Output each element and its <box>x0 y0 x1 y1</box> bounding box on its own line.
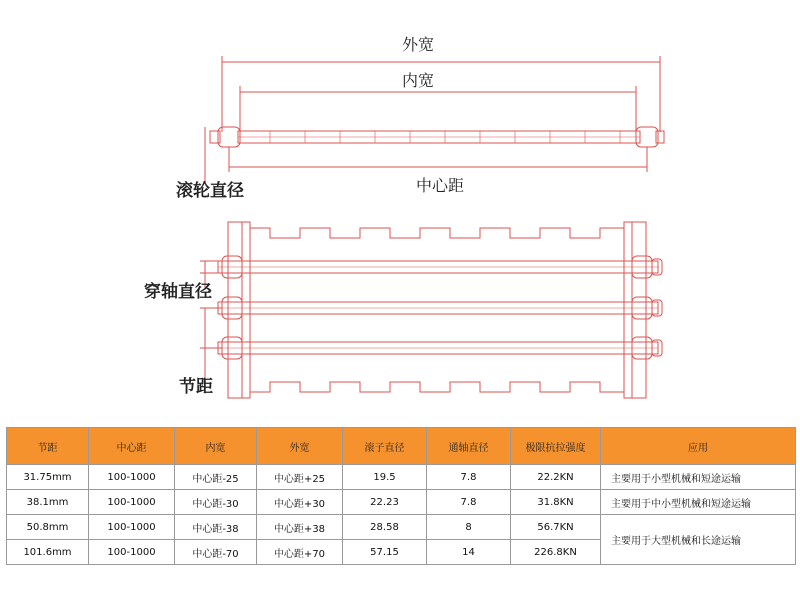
table-row <box>7 515 796 540</box>
cell-pitch: 101.6mm <box>7 540 89 565</box>
cell-pitch: 31.75mm <box>7 465 89 490</box>
outer-width-label: 外宽 <box>401 35 435 54</box>
center-distance-label: 中心距 <box>415 176 465 195</box>
pitch-label: 节距 <box>179 377 213 397</box>
inner-width-label: 内宽 <box>401 71 435 90</box>
table-row <box>7 490 796 515</box>
roller-diameter-label: 滚轮直径 <box>176 181 244 201</box>
spec-table <box>6 427 796 565</box>
cell-center-distance: 100-1000 <box>89 465 175 490</box>
cell-application: 主要用于小型机械和短途运输 <box>601 465 796 490</box>
cell-center-distance: 100-1000 <box>89 540 175 565</box>
header-shaft-diameter: 通轴直径 <box>427 428 511 465</box>
cell-inner-width: 中心距-70 <box>175 540 257 565</box>
cell-tensile-strength: 22.2KN <box>511 465 601 490</box>
left-roller <box>218 127 240 147</box>
cell-shaft-diameter: 7.8 <box>427 490 511 515</box>
table-header-row <box>7 428 796 465</box>
bottom-view <box>200 222 662 398</box>
top-plate-edge <box>250 228 624 238</box>
cell-inner-width: 中心距-25 <box>175 465 257 490</box>
cell-application: 主要用于大型机械和长途运输 <box>601 515 796 565</box>
shaft-3 <box>218 337 662 359</box>
cell-roller-diameter: 28.58 <box>343 515 427 540</box>
header-roller-diameter: 滚子直径 <box>343 428 427 465</box>
cell-outer-width: 中心距+30 <box>257 490 343 515</box>
shaft-1 <box>218 256 662 278</box>
cell-center-distance: 100-1000 <box>89 515 175 540</box>
cell-shaft-diameter: 8 <box>427 515 511 540</box>
table-row <box>7 465 796 490</box>
cell-pitch: 50.8mm <box>7 515 89 540</box>
cell-outer-width: 中心距+25 <box>257 465 343 490</box>
left-side-plate <box>228 222 242 398</box>
cell-tensile-strength: 226.8KN <box>511 540 601 565</box>
cell-center-distance: 100-1000 <box>89 490 175 515</box>
cell-roller-diameter: 22.23 <box>343 490 427 515</box>
cell-application: 主要用于中小型机械和短途运输 <box>601 490 796 515</box>
cell-roller-diameter: 57.15 <box>343 540 427 565</box>
cell-tensile-strength: 31.8KN <box>511 490 601 515</box>
cell-pitch: 38.1mm <box>7 490 89 515</box>
shaft-diameter-label: 穿轴直径 <box>144 282 212 302</box>
cell-shaft-diameter: 7.8 <box>427 465 511 490</box>
cell-inner-width: 中心距-30 <box>175 490 257 515</box>
cell-inner-width: 中心距-38 <box>175 515 257 540</box>
top-view <box>205 56 664 182</box>
header-outer-width: 外宽 <box>257 428 343 465</box>
cell-roller-diameter: 19.5 <box>343 465 427 490</box>
bottom-plate-edge <box>250 382 624 392</box>
header-pitch: 节距 <box>7 428 89 465</box>
cell-tensile-strength: 56.7KN <box>511 515 601 540</box>
shaft-2 <box>218 297 662 319</box>
header-application: 应用 <box>601 428 796 465</box>
right-side-plate <box>632 222 646 398</box>
cell-outer-width: 中心距+38 <box>257 515 343 540</box>
header-tensile-strength: 极限抗拉强度 <box>511 428 601 465</box>
cell-outer-width: 中心距+70 <box>257 540 343 565</box>
cell-shaft-diameter: 14 <box>427 540 511 565</box>
header-center-distance: 中心距 <box>89 428 175 465</box>
header-inner-width: 内宽 <box>175 428 257 465</box>
